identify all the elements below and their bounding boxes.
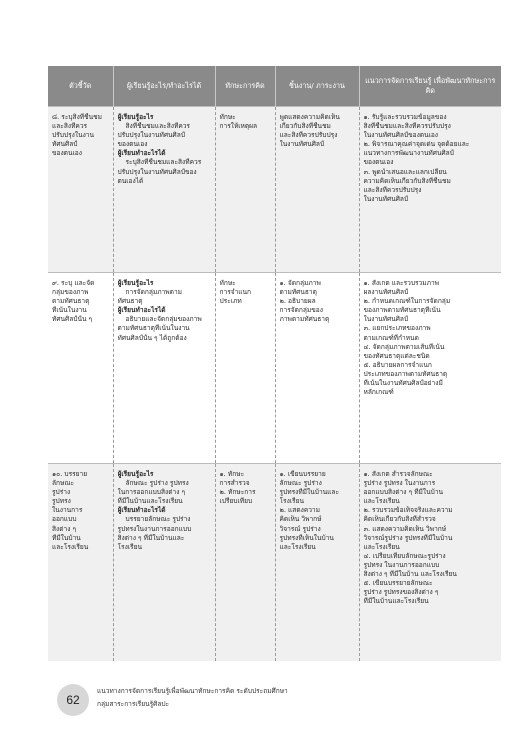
learning-cell xyxy=(113,107,215,273)
skill-line: ประเภท xyxy=(219,297,242,306)
approach-line: ของทัศนธาตุแต่ละชนิด xyxy=(363,351,430,360)
learning-text: ที่มีในบ้านและโรงเรียน xyxy=(117,497,183,506)
work-task-cell xyxy=(275,273,359,464)
indicator-line: ในงานการ xyxy=(52,506,83,515)
footer-line-1: แนวทางการจัดการเรียนรู้เพื่อพัฒนาทักษะการคิด ระดับประถมศึกษา xyxy=(97,687,288,695)
approach-line: หลักเกณฑ์ xyxy=(363,388,394,397)
skill-line: การจำแนก xyxy=(219,288,252,297)
learning-text: ปรับปรุงในงานทัศนศิลป์ของ xyxy=(117,167,197,176)
thinking-skill-cell xyxy=(215,464,275,662)
approach-line: ๕. เขียนบรรยายลักษณะ xyxy=(363,579,433,588)
approach-line: ของตนเอง xyxy=(363,158,394,167)
learning-text: ในการออกแบบสิ่งต่าง ๆ xyxy=(117,488,186,497)
approach-line: ที่เน้นในงานทัศนศิลป์อย่างมี xyxy=(363,379,443,388)
indicator-line: กลุ่มของภาพ xyxy=(52,288,89,297)
indicator-line: ลักษณะ xyxy=(52,479,75,488)
approach-line: ออกแบบสิ่งต่าง ๆ ที่มีในบ้าน xyxy=(363,488,444,497)
approach-line: ที่มีในบ้านและโรงเรียน xyxy=(363,597,429,606)
approach-line: ของภาพตามทัศนธาตุที่เน้น xyxy=(363,306,441,315)
table-header xyxy=(48,66,501,107)
table-row xyxy=(48,107,501,273)
skill-line: ทักษะ xyxy=(219,279,236,287)
indicator-line: รูปทรง xyxy=(52,497,71,506)
work-line: ๒. แสดงความ xyxy=(279,506,320,515)
work-line: ๑. จัดกลุ่มภาพ xyxy=(279,279,321,287)
learning-text: ทัศนธาตุ xyxy=(117,297,143,306)
thinking-skill-cell xyxy=(215,107,275,273)
learning-heading: ผู้เรียนรู้อะไร xyxy=(117,279,154,287)
work-line: เกี่ยวกับสิ่งที่ชื่นชม xyxy=(279,122,331,131)
learning-text: รูปทรงในงานการออกแบบ xyxy=(117,524,192,533)
work-line: รูปทรงที่เห็นในบ้าน xyxy=(279,533,334,542)
header-learn: ผู้เรียนรู้อะไร/ทำอะไรได้ xyxy=(113,66,215,107)
learning-text: สิ่งที่ชื่นชมและสิ่งที่ควร xyxy=(125,122,190,131)
skill-line: ทักษะ xyxy=(219,113,236,121)
learning-heading: ผู้เรียนทำอะไรได้ xyxy=(117,506,166,515)
work-line: ในงานทัศนศิลป์ xyxy=(279,140,325,149)
approach-line: รูปทรง ในงานการออกแบบ xyxy=(363,560,440,569)
indicator-cell xyxy=(48,464,113,662)
curriculum-table-wrapper xyxy=(48,66,501,661)
skill-line: ๑. ทักษะ xyxy=(219,470,245,478)
learning-text: บรรยายลักษณะ รูปร่าง xyxy=(125,515,191,524)
work-line: ตามทัศนธาตุ xyxy=(279,288,317,297)
indicator-line: ที่มีในบ้าน xyxy=(52,533,81,542)
approach-line: ๒. รวบรวมข้อเท็จจริงและความ xyxy=(363,506,453,515)
approach-line: รูปร่าง รูปทรง ในงานการ xyxy=(363,479,436,488)
table-row xyxy=(48,273,501,464)
approach-line: ๔. จัดกลุ่มภาพตามเส้นที่เน้น xyxy=(363,342,445,351)
approach-line: ๒. พิจารณาคุณค่าจุดเด่น จุดด้อยและ xyxy=(363,140,470,149)
table-row xyxy=(48,464,501,662)
work-line: ภาพตามทัศนธาตุ xyxy=(279,315,330,324)
approach-line: ๑. สังเกต สำรวจลักษณะ xyxy=(363,470,433,478)
learning-text: ตนเองได้ xyxy=(117,176,144,185)
approach-line: ในงานทัศนศิลป์ xyxy=(363,194,409,203)
approach-line: ๒. กำหนดเกณฑ์ในการจัดกลุ่ม xyxy=(363,297,451,306)
learning-text: ระบุสิ่งที่ชื่นชมและสิ่งที่ควร xyxy=(125,158,202,167)
skill-line: เปรียบเทียบ xyxy=(219,497,253,506)
learning-text: ตามทัศนธาตุที่เน้นในงาน xyxy=(117,324,190,333)
indicator-line: สิ่งต่าง ๆ xyxy=(52,524,77,533)
learning-text: ของตนเอง xyxy=(117,140,148,149)
learning-heading: ผู้เรียนรู้อะไร xyxy=(117,470,154,478)
indicator-line: ๑๐. บรรยาย xyxy=(52,470,88,478)
learning-text: อธิบายและจัดกลุ่มของภาพ xyxy=(125,315,202,324)
learning-text: ลักษณะ รูปร่าง รูปทรง xyxy=(125,479,189,488)
indicator-line: ที่เน้นในงาน xyxy=(52,306,87,315)
approach-line: ๔. เปรียบเทียบลักษณะรูปร่าง xyxy=(363,551,446,560)
approach-line: ๓. แยกประเภทของภาพ xyxy=(363,324,431,333)
work-line: โรงเรียน xyxy=(279,497,304,506)
footer-line-2: กลุ่มสาระการเรียนรู้ศิลปะ xyxy=(97,699,170,708)
learning-cell xyxy=(113,464,215,662)
approach-line: ๑. สังเกต และรวบรวมภาพ xyxy=(363,279,439,287)
work-line: รูปทรงที่มีในบ้านและ xyxy=(279,488,339,497)
learning-heading: ผู้เรียนทำอะไรได้ xyxy=(117,149,166,158)
approach-line: รูปร่าง รูปทรงของสิ่งต่าง ๆ xyxy=(363,588,439,597)
indicator-line: และโรงเรียน xyxy=(52,542,89,551)
indicator-line: ทัศนศิลป์นั้น ๆ xyxy=(52,315,93,324)
approach-line: ๓. แสดงความคิดเห็น วิพากษ์ xyxy=(363,524,447,533)
approach-line: ผลงานทัศนศิลป์ xyxy=(363,288,409,297)
skill-line: การสำรวจ xyxy=(219,479,250,488)
approach-line: ตามเกณฑ์ที่กำหนด xyxy=(363,333,419,342)
teaching-approach-cell xyxy=(359,107,501,273)
approach-line: แนวทางการพัฒนางานทัศนศิลป์ xyxy=(363,149,454,158)
work-task-cell xyxy=(275,464,359,662)
approach-line: สิ่งที่ชื่นชมและสิ่งที่ควรปรับปรุง xyxy=(363,122,451,131)
approach-line: ๕. อธิบายผลการจำแนก xyxy=(363,360,432,369)
learning-text: ปรับปรุงในงานทัศนศิลป์ xyxy=(117,131,185,140)
learning-text: โรงเรียน xyxy=(117,542,142,551)
indicator-line: ของตนเอง xyxy=(52,149,82,158)
indicator-line: ออกแบบ xyxy=(52,515,77,524)
indicator-line: ตามทัศนธาตุ xyxy=(52,297,90,306)
work-task-cell xyxy=(275,107,359,273)
indicator-line: ทัศนศิลป์ xyxy=(52,140,78,149)
work-line: คิดเห็น วิพากษ์ xyxy=(279,515,322,524)
header-approach: แนวการจัดการเรียนรู้ เพื่อพัฒนาทักษะการคิด xyxy=(359,66,501,107)
skill-line: การให้เหตุผล xyxy=(219,122,258,131)
learning-heading: ผู้เรียนทำอะไรได้ xyxy=(117,306,166,315)
work-line: พูดแสดงความคิดเห็น xyxy=(279,113,340,121)
approach-line: ๑. รับรู้และรวบรวมข้อมูลของ xyxy=(363,113,447,121)
learning-text: สิ่งต่าง ๆ ที่มีในบ้านและ xyxy=(117,533,185,542)
header-indicator: ตัวชี้วัด xyxy=(48,66,113,107)
indicator-line: ๘. ระบุสิ่งที่ชื่นชม xyxy=(52,113,102,121)
work-line: การจัดกลุ่มของ xyxy=(279,306,323,315)
approach-line: และสิ่งที่ควรปรับปรุง xyxy=(363,185,422,194)
indicator-cell xyxy=(48,107,113,273)
learning-heading: ผู้เรียนรู้อะไร xyxy=(117,113,154,121)
indicator-cell xyxy=(48,273,113,464)
approach-line: และโรงเรียน xyxy=(363,542,400,551)
approach-line: ความคิดเห็นเกี่ยวกับสิ่งที่ชื่นชม xyxy=(363,176,451,185)
page-number-badge: 62 xyxy=(57,684,89,716)
approach-line: สิ่งต่าง ๆ ที่มีในบ้าน และโรงเรียน xyxy=(363,570,457,579)
work-line: วิจารณ์ รูปร่าง xyxy=(279,524,321,533)
approach-line: ๓. พูดนำเสนอและแลกเปลี่ยน xyxy=(363,167,447,176)
approach-line: ในงานทัศนศิลป์ของตนเอง xyxy=(363,131,439,140)
teaching-approach-cell xyxy=(359,464,501,662)
indicator-line: และสิ่งที่ควร xyxy=(52,122,88,131)
work-line: ๑. เขียนบรรยาย xyxy=(279,470,326,478)
header-work: ชิ้นงาน/ ภาระงาน xyxy=(275,66,359,107)
header-skill: ทักษะการคิด xyxy=(215,66,275,107)
learning-cell xyxy=(113,273,215,464)
table-body xyxy=(48,107,501,662)
curriculum-table xyxy=(48,66,501,661)
work-line: และโรงเรียน xyxy=(279,542,316,551)
indicator-line: รูปร่าง xyxy=(52,488,71,497)
approach-line: ประเภทของภาพตามทัศนธาตุ xyxy=(363,369,448,378)
approach-line: ในงานทัศนศิลป์ xyxy=(363,315,409,324)
thinking-skill-cell xyxy=(215,273,275,464)
approach-line: คิดเห็นเกี่ยวกับสิ่งที่สำรวจ xyxy=(363,515,436,524)
indicator-line: ปรับปรุงในงาน xyxy=(52,131,95,140)
work-line: ลักษณะ รูปร่าง xyxy=(279,479,322,488)
work-line: และสิ่งที่ควรปรับปรุง xyxy=(279,131,338,140)
approach-line: วิจารณ์รูปร่าง รูปทรงที่มีในบ้าน xyxy=(363,533,453,542)
learning-text: การจัดกลุ่มภาพตาม xyxy=(125,288,182,297)
work-line: ๒. อธิบายผล xyxy=(279,297,316,306)
teaching-approach-cell xyxy=(359,273,501,464)
indicator-line: ๙. ระบุ และจัด xyxy=(52,279,95,287)
approach-line: และโรงเรียน xyxy=(363,497,400,506)
skill-line: ๒. ทักษะการ xyxy=(219,488,256,497)
learning-text: ทัศนศิลป์นั้น ๆ ได้ถูกต้อง xyxy=(117,333,187,342)
footer-text xyxy=(97,685,288,710)
